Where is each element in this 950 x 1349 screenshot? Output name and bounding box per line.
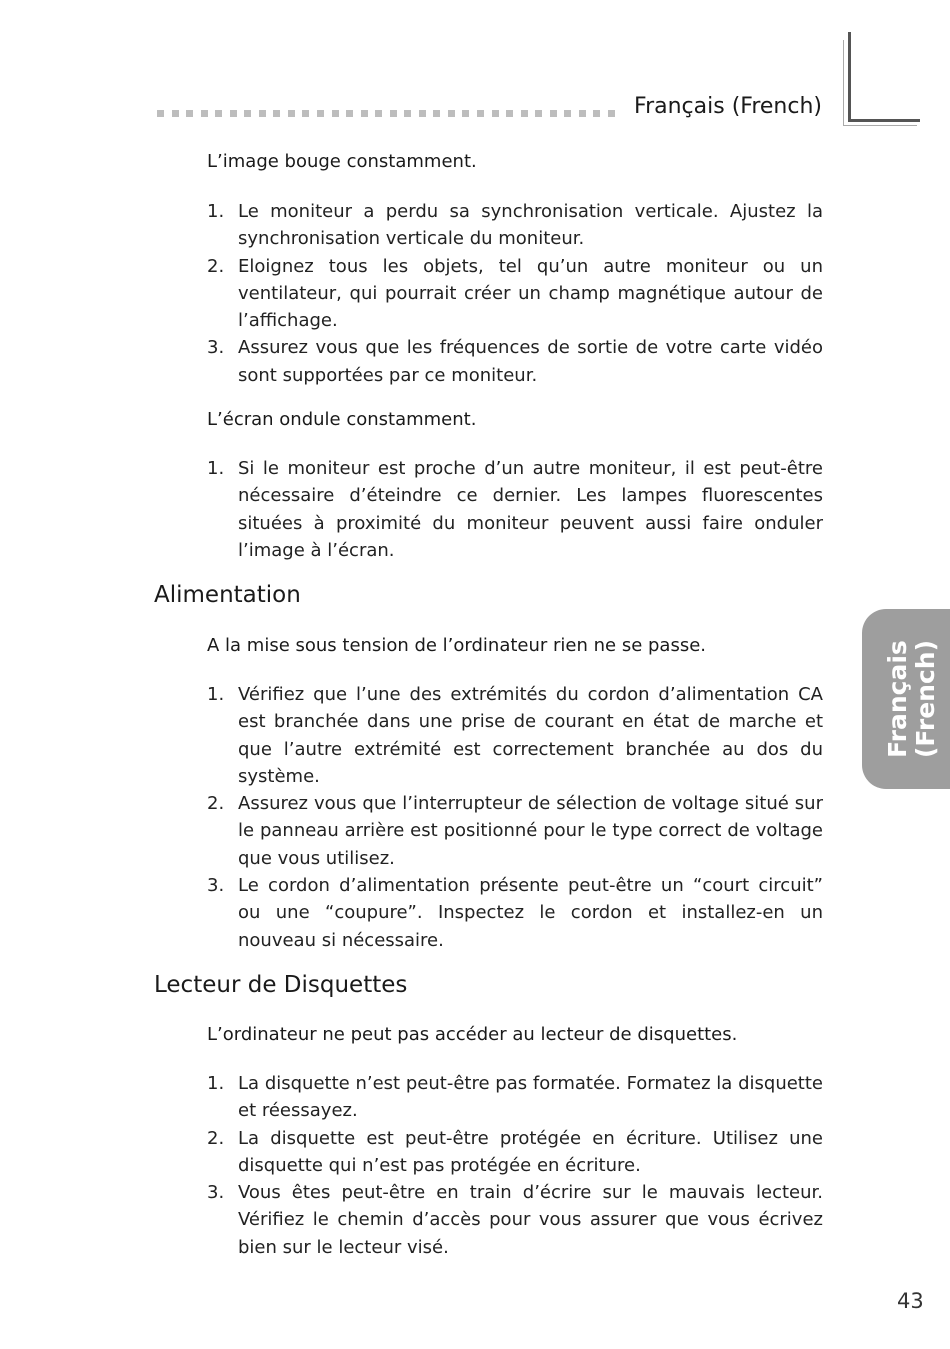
header-dot	[462, 110, 469, 117]
list-item	[207, 872, 823, 954]
header-dot-rule	[157, 110, 615, 118]
header-dot	[317, 110, 324, 117]
list-text: La disquette est peut-être protégée en écriture. Utilisez une disquette qui n’est pas protégée en écriture.	[238, 1127, 823, 1176]
header-dot	[215, 110, 222, 117]
header-dot	[390, 110, 397, 117]
corner-mark-horizontal-shadow	[843, 125, 917, 126]
problem-title-floppy-access: L’ordinateur ne peut pas accéder au lecteur de disquettes.	[207, 1024, 738, 1045]
list-item	[207, 681, 823, 790]
page-header-title: Français (French)	[634, 94, 822, 119]
list-item	[207, 1070, 823, 1125]
problem-title-screen-ripples: L’écran ondule constamment.	[207, 409, 477, 430]
section-heading-power: Alimentation	[154, 582, 301, 608]
header-dot	[564, 110, 571, 117]
list-text: Le moniteur a perdu sa synchronisation verticale. Ajustez la synchronisation verticale du moniteur.	[238, 201, 823, 250]
solution-list-image-moves	[207, 198, 823, 389]
list-number: 1.	[207, 684, 225, 705]
header-dot	[346, 110, 353, 117]
list-item	[207, 334, 823, 389]
side-tab-line1: Français	[883, 640, 912, 758]
list-number: 3.	[207, 875, 225, 897]
corner-mark-horizontal	[848, 119, 920, 122]
list-item	[207, 1125, 823, 1180]
list-number: 1.	[207, 458, 225, 479]
solution-list-floppy-access	[207, 1070, 823, 1261]
list-number: 3.	[207, 337, 225, 359]
header-dot	[244, 110, 251, 117]
list-item	[207, 790, 823, 872]
header-dot	[535, 110, 542, 117]
corner-mark-vertical-shadow	[843, 40, 844, 126]
language-side-tab	[862, 609, 950, 789]
header-dot	[361, 110, 368, 117]
header-dot	[521, 110, 528, 117]
solution-list-no-power	[207, 681, 823, 954]
header-dot	[492, 110, 499, 117]
header-dot	[404, 110, 411, 117]
header-dot	[273, 110, 280, 117]
list-number: 2.	[207, 793, 225, 815]
list-text: Vérifiez que l’une des extrémités du cordon d’alimentation CA est branchée dans une prise de courant en état de marche et que l’autre extrémité est correctement branchée au dos du système.	[238, 684, 823, 787]
list-number: 1.	[207, 201, 225, 222]
problem-title-no-power: A la mise sous tension de l’ordinateur rien ne se passe.	[207, 635, 707, 656]
header-dot	[419, 110, 426, 117]
side-tab-line2: (French)	[911, 639, 940, 759]
header-dot	[608, 110, 615, 117]
header-dot	[230, 110, 237, 117]
header-dot	[157, 110, 164, 117]
header-dot	[593, 110, 600, 117]
list-item	[207, 253, 823, 335]
header-dot	[302, 110, 309, 117]
list-text: Si le moniteur est proche d’un autre moniteur, il est peut-être nécessaire d’éteindre ce dernier. Les lampes fluorescentes situées à proximité du moniteur peuvent aussi faire onduler l’image à l’écran.	[238, 458, 823, 561]
list-number: 2.	[207, 1127, 225, 1149]
list-text: Le cordon d’alimentation présente peut-être un “court circuit” ou une “coupure”. Inspectez le cordon et installez-en un nouveau si nécessaire.	[238, 875, 823, 951]
header-dot	[448, 110, 455, 117]
header-dot	[433, 110, 440, 117]
header-dot	[579, 110, 586, 117]
section-heading-floppy: Lecteur de Disquettes	[154, 972, 408, 998]
header-dot	[375, 110, 382, 117]
list-number: 2.	[207, 255, 225, 277]
list-item	[207, 1179, 823, 1261]
header-dot	[332, 110, 339, 117]
list-item	[207, 198, 823, 253]
header-dot	[186, 110, 193, 117]
header-dot	[288, 110, 295, 117]
header-dot	[201, 110, 208, 117]
side-tab-label	[884, 640, 940, 758]
solution-list-screen-ripples	[207, 455, 823, 564]
header-dot	[172, 110, 179, 117]
header-dot	[259, 110, 266, 117]
header-dot	[477, 110, 484, 117]
list-number: 3.	[207, 1182, 225, 1204]
page-number: 43	[897, 1289, 924, 1313]
header-dot	[550, 110, 557, 117]
list-text: Eloignez tous les objets, tel qu’un autre moniteur ou un ventilateur, qui pourrait créer un champ magnétique autour de l’affichage.	[238, 255, 823, 332]
list-text: Assurez vous que les fréquences de sortie de votre carte vidéo sont supportées par ce moniteur.	[238, 337, 823, 386]
header-dot	[506, 110, 513, 117]
list-text: Vous êtes peut-être en train d’écrire sur le mauvais lecteur. Vérifiez le chemin d’accès pour vous assurer que vous écrivez bien sur le lecteur visé.	[238, 1182, 823, 1258]
list-item	[207, 455, 823, 564]
list-number: 1.	[207, 1073, 225, 1094]
problem-title-image-moves: L’image bouge constamment.	[207, 151, 477, 172]
list-text: La disquette n’est peut-être pas formatée. Formatez la disquette et réessayez.	[238, 1073, 823, 1122]
corner-mark-vertical	[848, 32, 851, 122]
list-text: Assurez vous que l’interrupteur de sélection de voltage situé sur le panneau arrière est positionné pour le type correct de voltage que vous utilisez.	[238, 793, 823, 869]
